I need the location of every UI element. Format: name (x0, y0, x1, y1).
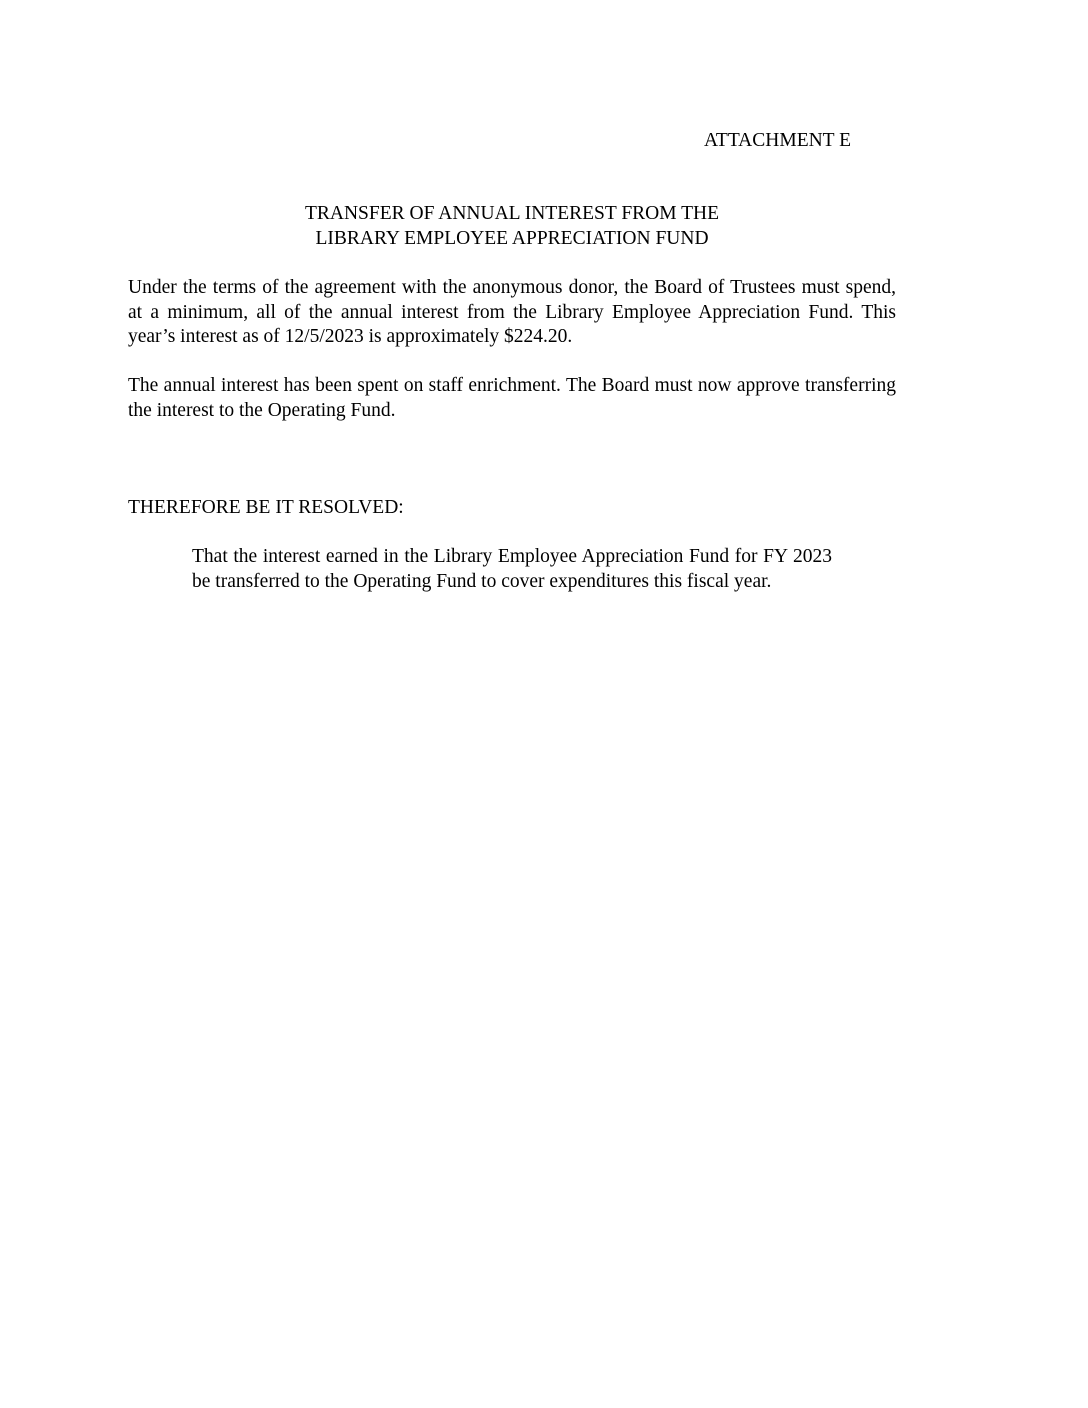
title-line-2: LIBRARY EMPLOYEE APPRECIATION FUND (315, 227, 709, 249)
resolved-heading: THEREFORE BE IT RESOLVED: (128, 497, 404, 518)
document-title (200, 202, 824, 251)
resolution-text: That the interest earned in the Library Employee Appreciation Fund for FY 2023 be transferred to the Operating Fund to cover expenditures this fiscal year. (192, 546, 832, 592)
body-paragraph-interest-spent: The annual interest has been spent on staff enrichment. The Board must now approve transferring the interest to the Operating Fund. (128, 375, 896, 421)
body-paragraph-donor-agreement: Under the terms of the agreement with the anonymous donor, the Board of Trustees must spend, at a minimum, all of the annual interest from the Library Employee Appreciation Fund. This year’s interest as of 12/5/2023 is approximately $224.20. (128, 277, 896, 348)
title-line-1: TRANSFER OF ANNUAL INTEREST FROM THE (304, 203, 720, 224)
attachment-label: ATTACHMENT E (704, 130, 852, 151)
